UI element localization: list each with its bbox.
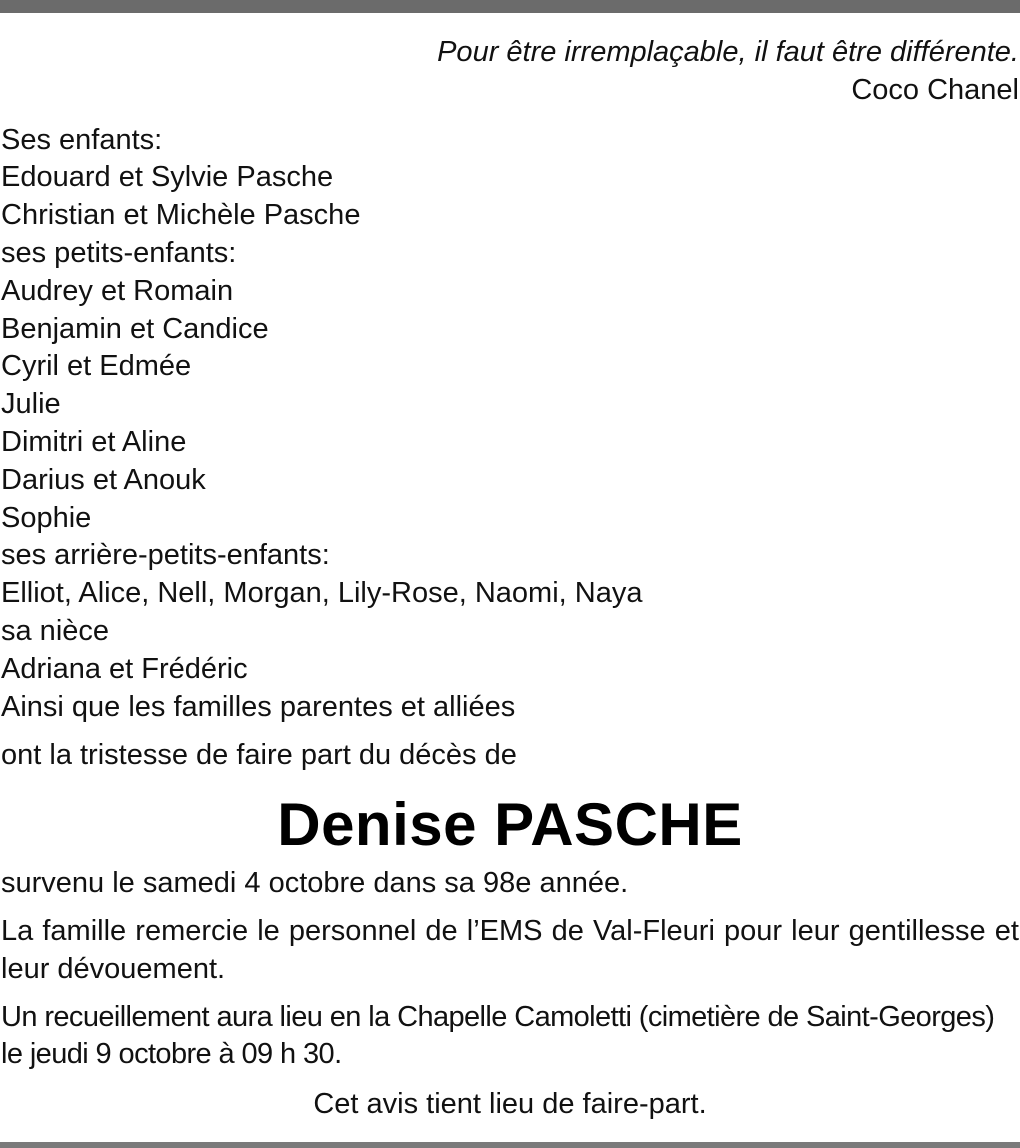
family-line: Cyril et Edmée (1, 350, 192, 383)
family-list (1, 122, 1019, 727)
closing-note: Cet avis tient lieu de faire-part. (313, 1088, 707, 1121)
family-line: Darius et Anouk (1, 463, 206, 496)
family-line: Audrey et Romain (1, 274, 234, 307)
bottom-rule (0, 1142, 1020, 1148)
epigraph (1, 34, 1019, 110)
family-line: Sophie (1, 501, 92, 534)
announcement-text: ont la tristesse de faire part du décès de (1, 739, 517, 772)
family-line: Dimitri et Aline (1, 425, 187, 458)
obituary-notice (1, 34, 1019, 1124)
family-line: Julie (1, 388, 61, 421)
family-line: Ses enfants: (1, 123, 163, 156)
family-line: ses petits-enfants: (1, 236, 237, 269)
epigraph-quote: Pour être irremplaçable, il faut être différente. (437, 36, 1019, 68)
family-line: Ainsi que les familles parentes et alliées (1, 690, 516, 723)
family-line: Adriana et Frédéric (1, 652, 248, 685)
family-line: ses arrière-petits-enfants: (1, 539, 330, 572)
thanks-paragraph: La famille remercie le personnel de l’EMS de Val-Fleuri pour leur gentillesse et leur dévouement. (1, 914, 1019, 985)
family-line: Christian et Michèle Pasche (1, 199, 361, 232)
family-line: Benjamin et Candice (1, 312, 269, 345)
death-details: survenu le samedi 4 octobre dans sa 98e année. (1, 867, 629, 900)
top-rule (0, 0, 1020, 13)
deceased-name: Denise PASCHE (277, 791, 743, 859)
family-line: Elliot, Alice, Nell, Morgan, Lily-Rose, Naomi, Naya (1, 577, 643, 610)
ceremony-paragraph: Un recueillement aura lieu en la Chapelle Camoletti (cimetière de Saint-Georges) le jeudi 9 octobre à 09 h 30. (1, 1000, 995, 1071)
family-line: Edouard et Sylvie Pasche (1, 161, 334, 194)
family-line: sa nièce (1, 614, 110, 647)
epigraph-author: Coco Chanel (851, 73, 1019, 106)
